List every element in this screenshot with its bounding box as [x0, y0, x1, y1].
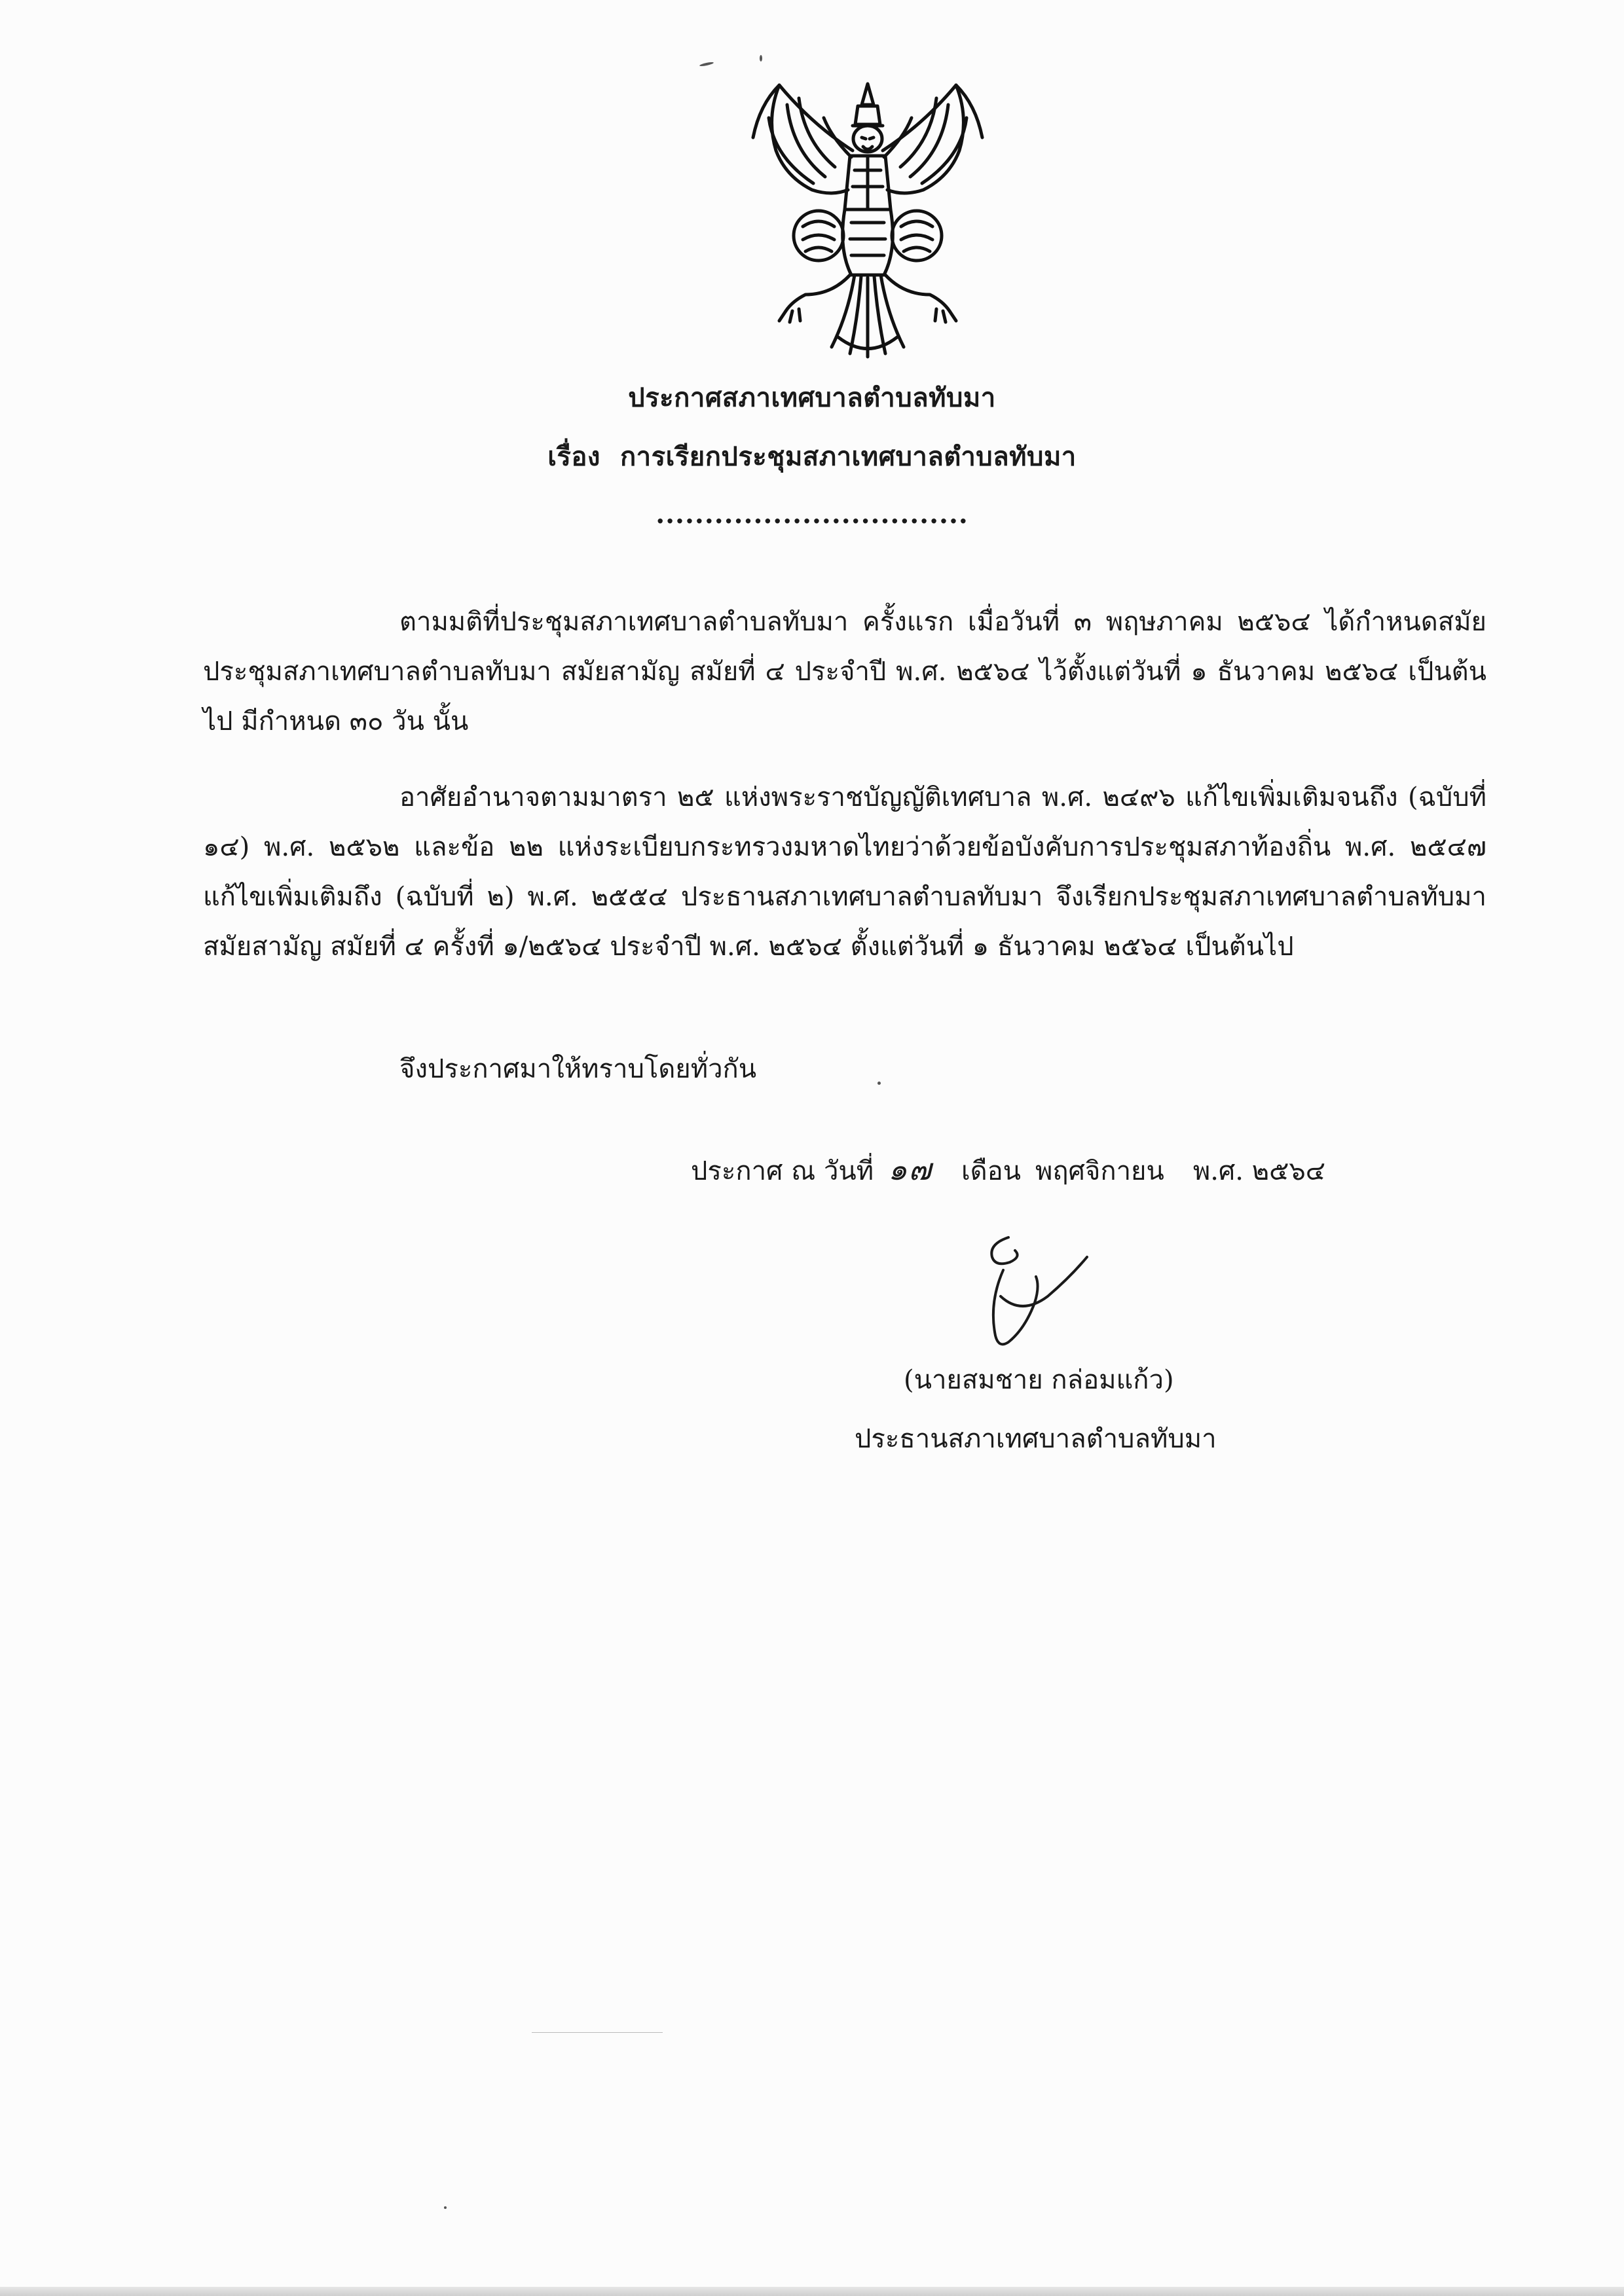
- announcement-title: ประกาศสภาเทศบาลตำบลทับมา: [628, 382, 996, 413]
- paragraph-1-text: ตามมติที่ประชุมสภาเทศบาลตำบลทับมา ครั้งแรก เมื่อวันที่ ๓ พฤษภาคม ๒๕๖๔ ได้กำหนดสมัยประชุมสภาเทศบาลตำบลทับมา สมัยสามัญ สมัยที่ ๔ ประจำปี พ.ศ. ๒๕๖๔ ไว้ตั้งแต่วันที่ ๑ ธันวาคม ๒๕๖๔ เป็นต้นไป มีกำหนด ๓๐ วัน นั้น: [203, 607, 1487, 737]
- scan-speck: [532, 2032, 663, 2033]
- body-paragraph-1: [203, 597, 1486, 746]
- subject-text: การเรียกประชุมสภาเทศบาลตำบลทับมา: [619, 441, 1077, 472]
- scan-speck: [444, 2206, 447, 2209]
- garuda-emblem-icon: [740, 79, 995, 360]
- body-paragraph-2: [203, 773, 1486, 972]
- paragraph-2-text: อาศัยอำนาจตามมาตรา ๒๕ แห่งพระราชบัญญัติเทศบาล พ.ศ. ๒๔๙๖ แก้ไขเพิ่มเติมจนถึง (ฉบับที่ ๑๔) พ.ศ. ๒๕๖๒ และข้อ ๒๒ แห่งระเบียบกระทรวงมหาดไทยว่าด้วยข้อบังคับการประชุมสภาท้องถิ่น พ.ศ. ๒๕๔๗ แก้ไขเพิ่มเติมถึง (ฉบับที่ ๒) พ.ศ. ๒๕๕๔ ประธานสภาเทศบาลตำบลทับมา จึงเรียกประชุมสภาเทศบาลตำบลทับมา สมัยสามัญ สมัยที่ ๔ ครั้งที่ ๑/๒๕๖๔ ประจำปี พ.ศ. ๒๕๖๔ ตั้งแต่วันที่ ๑ ธันวาคม ๒๕๖๔ เป็นต้นไป: [203, 782, 1486, 962]
- signatory-position: ประธานสภาเทศบาลตำบลทับมา: [855, 1424, 1217, 1454]
- date-year: พ.ศ. ๒๕๖๔: [1192, 1156, 1326, 1186]
- scan-edge: [0, 2287, 1624, 2296]
- signatory-name: (นายสมชาย กล่อมแก้ว): [904, 1365, 1174, 1395]
- announcement-date: [691, 1146, 1325, 1194]
- subject-label: เรื่อง: [547, 441, 600, 472]
- date-month-label: เดือน: [961, 1156, 1021, 1186]
- title-separator: ................................: [655, 499, 969, 530]
- date-prefix: ประกาศ ณ วันที่: [691, 1156, 874, 1186]
- announcement-subject: [0, 435, 1624, 477]
- scan-speck: [877, 1082, 881, 1085]
- scan-speck: [699, 62, 714, 67]
- handwritten-signature: [963, 1231, 1094, 1355]
- closing-statement: จึงประกาศมาให้ทราบโดยทั่วกัน: [399, 1054, 757, 1084]
- date-day-handwritten: ๑๗: [888, 1152, 932, 1187]
- scan-speck: [760, 55, 762, 62]
- date-month: พฤศจิกายน: [1035, 1156, 1164, 1186]
